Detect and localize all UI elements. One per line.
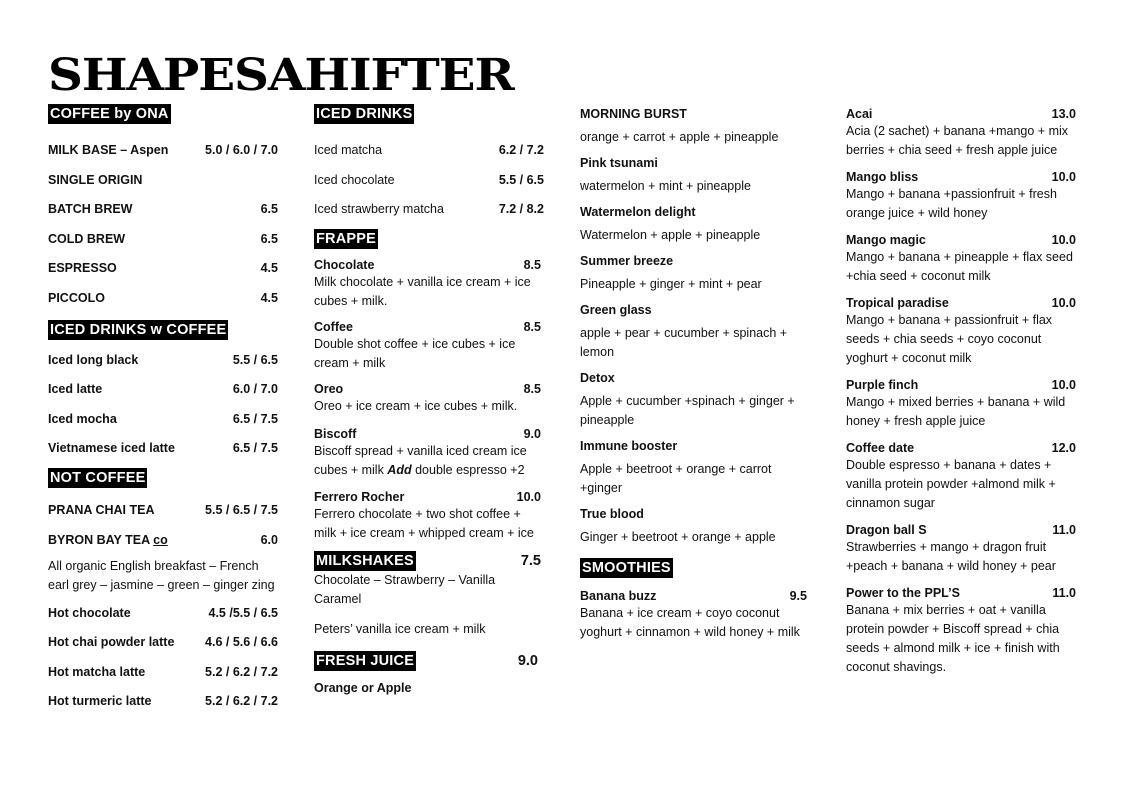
section-title-frappe: FRAPPE — [316, 231, 377, 247]
juice-name: Pink tsunami — [580, 156, 658, 170]
menu-item — [846, 377, 1076, 431]
item-name: Mango magic — [846, 233, 926, 247]
menu-item — [314, 381, 544, 416]
item-name: Hot matcha latte — [48, 664, 146, 679]
juice-name: Watermelon delight — [580, 205, 696, 219]
menu-item — [48, 502, 278, 518]
item-name: Oreo — [314, 382, 344, 396]
item-price: 10.0 — [516, 490, 541, 504]
item-price: 4.5 — [260, 290, 278, 305]
item-name: Iced long black — [48, 352, 139, 367]
item-name: Iced matcha — [314, 143, 383, 157]
item-description: Oreo + ice cream + ice cubes + milk. — [314, 399, 518, 413]
item-description: Ferrero chocolate + two shot coffee + milk + ice cream + whipped cream + ice — [314, 507, 534, 540]
item-price: 4.5 — [260, 261, 278, 275]
item-description: Double espresso + banana + dates + vanilla protein powder +almond milk + cinnamon sugar — [846, 458, 1056, 510]
item-price: 6.5 — [260, 202, 278, 216]
menu-column-4 — [846, 104, 1076, 677]
juice-name: Summer breeze — [580, 254, 674, 268]
milkshake-flavours: Chocolate – Strawberry – Vanilla Caramel — [314, 573, 496, 606]
item-name: PICCOLO — [48, 290, 105, 305]
desc-part: double espresso +2 — [411, 463, 525, 477]
item-name: Ferrero Rocher — [314, 490, 405, 504]
item-name: Chocolate — [314, 258, 375, 272]
menu-item — [314, 201, 544, 217]
section-price: 9.0 — [517, 653, 538, 669]
item-price: 12.0 — [1051, 441, 1076, 455]
item-name: SINGLE ORIGIN — [48, 172, 143, 187]
menu-item — [314, 172, 544, 188]
section-title-smoothies: SMOOTHIES — [582, 560, 671, 576]
menu-item — [48, 440, 278, 456]
item-name: Coffee date — [846, 441, 915, 455]
item-price: 6.5 / 7.5 — [232, 411, 278, 426]
item-description: Mango + mixed berries + banana + wild honey + fresh apple juice — [846, 395, 1066, 428]
menu-item — [846, 169, 1076, 223]
menu-column-1 — [48, 104, 278, 709]
item-name: Iced chocolate — [314, 172, 395, 187]
item-name: Iced latte — [48, 382, 103, 396]
item-name: Power to the PPL’S — [846, 586, 960, 600]
menu-item — [48, 172, 278, 188]
item-name: PRANA CHAI TEA — [48, 503, 155, 517]
item-name: ESPRESSO — [48, 261, 117, 275]
menu-item — [314, 142, 544, 158]
item-description: Strawberries + mango + dragon fruit +peach + banana + wild honey + pear — [846, 540, 1056, 573]
menu-item — [48, 664, 278, 680]
juice-name: Detox — [580, 371, 615, 385]
menu-column-3 — [580, 104, 810, 642]
item-name: Mango bliss — [846, 170, 919, 184]
menu-item — [846, 295, 1076, 368]
menu-item — [580, 588, 810, 642]
item-name: COLD BREW — [48, 231, 126, 246]
section-title-iced-coffee: ICED DRINKS w COFFEE — [50, 321, 227, 338]
juice-description: Apple + cucumber +spinach + ginger + pineapple — [580, 394, 795, 427]
item-price: 5.5 / 6.5 / 7.5 — [205, 503, 278, 517]
menu-item — [314, 489, 544, 543]
juice-name: MORNING BURST — [580, 107, 687, 121]
item-description: Banana + ice cream + coyo coconut yoghurt + cinnamon + wild honey + milk — [580, 606, 800, 639]
item-description: Double shot coffee + ice cubes + ice cream + milk — [314, 337, 516, 370]
item-price: 11.0 — [1052, 586, 1076, 600]
menu-item — [48, 532, 278, 548]
section-title-fresh-juice: FRESH JUICE — [316, 653, 415, 669]
section-title-iced-drinks: ICED DRINKS — [316, 106, 413, 122]
milkshake-base: Peters’ vanilla ice cream + milk — [314, 622, 486, 636]
item-price: 6.5 — [260, 231, 278, 246]
item-price: 5.2 / 6.2 / 7.2 — [205, 694, 278, 708]
item-name-main: BYRON BAY TEA — [48, 532, 154, 547]
juice-options: Orange or Apple — [314, 681, 412, 695]
item-description: Acia (2 sachet) + banana +mango + mix berries + chia seed + fresh apple juice — [846, 124, 1069, 157]
juice-description: Pineapple + ginger + mint + pear — [580, 277, 762, 291]
menu-item — [48, 381, 278, 397]
item-name — [48, 532, 168, 548]
item-name: Acai — [846, 107, 873, 121]
menu-column-2 — [314, 104, 544, 695]
menu-item — [48, 634, 278, 650]
item-description — [314, 442, 544, 480]
item-name-suffix: co — [153, 532, 168, 547]
item-price: 5.0 / 6.0 / 7.0 — [205, 143, 278, 157]
item-name: Vietnamese iced latte — [48, 441, 175, 455]
item-price: 7.2 / 8.2 — [498, 202, 544, 216]
menu-item — [48, 411, 278, 427]
juice-name: Immune booster — [580, 439, 678, 453]
item-price: 8.5 — [523, 258, 541, 272]
menu-item — [48, 201, 278, 217]
milkshakes-header — [314, 551, 544, 571]
item-price: 5.2 / 6.2 / 7.2 — [205, 664, 278, 679]
juice-description: apple + pear + cucumber + spinach + lemon — [580, 326, 788, 359]
item-price: 13.0 — [1051, 107, 1076, 121]
menu-item — [48, 352, 278, 368]
desc-part: Biscoff spread + vanilla iced cream ice cubes + milk — [314, 444, 527, 477]
item-name: BATCH BREW — [48, 202, 133, 216]
menu-item — [846, 232, 1076, 286]
item-price: 6.0 — [260, 532, 278, 547]
item-name: Iced mocha — [48, 411, 117, 426]
juice-name: True blood — [580, 507, 644, 521]
menu-item — [48, 231, 278, 247]
juice-name: Green glass — [580, 303, 652, 317]
item-name: Dragon ball S — [846, 523, 927, 537]
item-name: Iced strawberry matcha — [314, 202, 444, 216]
item-price: 8.5 — [523, 382, 541, 396]
item-name: Biscoff — [314, 427, 357, 441]
item-description: Milk chocolate + vanilla ice cream + ice cubes + milk. — [314, 275, 531, 308]
desc-add-label: Add — [387, 463, 412, 477]
menu-item — [846, 522, 1076, 576]
menu-item — [846, 585, 1076, 677]
brand-logo: SHAPESAHIFTER — [48, 50, 514, 101]
menu-item — [48, 260, 278, 276]
item-price: 6.2 / 7.2 — [498, 143, 544, 157]
section-title-not-coffee: NOT COFFEE — [50, 470, 146, 486]
fresh-juice-header — [314, 651, 544, 671]
menu-item — [846, 440, 1076, 513]
juice-description: Ginger + beetroot + orange + apple — [580, 530, 776, 544]
item-description: Mango + banana +passionfruit + fresh orange juice + wild honey — [846, 187, 1057, 220]
item-price: 5.5 / 6.5 — [232, 352, 278, 367]
item-price: 6.5 / 7.5 — [232, 441, 278, 455]
item-price: 10.0 — [1051, 233, 1076, 247]
juice-description: Apple + beetroot + orange + carrot +ginger — [580, 462, 772, 495]
section-title-coffee: COFFEE by ONA — [50, 106, 169, 122]
item-price: 10.0 — [1051, 378, 1076, 392]
item-price: 5.5 / 6.5 — [498, 172, 544, 187]
item-price: 9.0 — [523, 427, 541, 441]
menu-item — [846, 106, 1076, 160]
item-price: 9.5 — [789, 589, 807, 603]
juice-description: orange + carrot + apple + pineapple — [580, 130, 779, 144]
item-name: Coffee — [314, 320, 353, 334]
menu-item — [314, 257, 544, 311]
item-name: Hot chai powder latte — [48, 635, 175, 649]
item-description: Mango + banana + pineapple + flax seed +chia seed + coconut milk — [846, 250, 1073, 283]
item-description: Banana + mix berries + oat + vanilla protein powder + Biscoff spread + chia seeds + almond milk + ice + finish with coconut shavings. — [846, 603, 1060, 674]
item-name: Purple finch — [846, 378, 919, 392]
item-price: 10.0 — [1051, 170, 1076, 184]
menu-item — [314, 319, 544, 373]
section-price: 7.5 — [520, 553, 541, 569]
menu-item — [48, 693, 278, 709]
item-price: 6.0 / 7.0 — [232, 382, 278, 396]
item-name: Tropical paradise — [846, 296, 949, 310]
item-name: MILK BASE – Aspen — [48, 143, 169, 157]
item-price: 4.5 /5.5 / 6.5 — [208, 605, 278, 620]
item-price: 8.5 — [523, 320, 541, 334]
menu-item — [314, 426, 544, 480]
item-description: Mango + banana + passionfruit + flax seeds + chia seeds + coyo coconut yoghurt + coconut milk — [846, 313, 1053, 365]
tea-description: All organic English breakfast – French earl grey – jasmine – green – ginger zing — [48, 558, 275, 592]
item-price: 11.0 — [1052, 523, 1076, 537]
juice-description: Watermelon + apple + pineapple — [580, 228, 761, 242]
menu-item — [48, 605, 278, 621]
item-name: Banana buzz — [580, 589, 657, 603]
item-price: 4.6 / 5.6 / 6.6 — [205, 635, 278, 649]
juice-description: watermelon + mint + pineapple — [580, 179, 751, 193]
item-name: Hot chocolate — [48, 605, 131, 620]
menu-item — [48, 290, 278, 306]
menu-item — [48, 142, 278, 158]
section-title-milkshakes: MILKSHAKES — [316, 553, 414, 569]
item-name: Hot turmeric latte — [48, 694, 152, 708]
item-price: 10.0 — [1051, 296, 1076, 310]
